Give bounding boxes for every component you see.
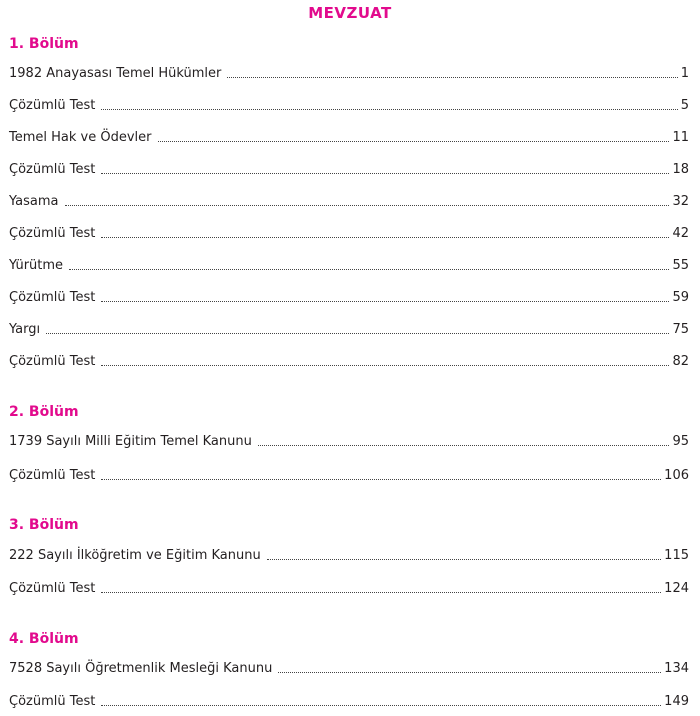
toc-entry-label: Çözümlü Test bbox=[9, 98, 96, 113]
toc-page-number: 42 bbox=[672, 226, 689, 241]
toc-entry-label: Yürütme bbox=[9, 258, 64, 273]
dot-leader bbox=[267, 559, 661, 560]
toc-entry-label: Çözümlü Test bbox=[9, 581, 96, 596]
dot-leader bbox=[101, 365, 669, 366]
toc-entry-label: 7528 Sayılı Öğretmenlik Mesleği Kanunu bbox=[9, 661, 273, 676]
dot-leader bbox=[101, 301, 669, 302]
toc-entry-label: Çözümlü Test bbox=[9, 162, 96, 177]
section-heading-2: 2. Bölüm bbox=[9, 404, 79, 420]
toc-entry[interactable] bbox=[9, 350, 689, 370]
dot-leader bbox=[69, 269, 669, 270]
section-heading-4: 4. Bölüm bbox=[9, 631, 79, 647]
dot-leader bbox=[101, 237, 669, 238]
toc-entry[interactable] bbox=[9, 318, 689, 338]
toc-page-number: 32 bbox=[672, 194, 689, 209]
dot-leader bbox=[158, 141, 670, 142]
toc-entry[interactable] bbox=[9, 190, 689, 210]
toc-entry[interactable] bbox=[9, 464, 689, 484]
toc-entry-label: Çözümlü Test bbox=[9, 354, 96, 369]
toc-entry-label: Çözümlü Test bbox=[9, 468, 96, 483]
toc-entry[interactable] bbox=[9, 430, 689, 450]
toc-page-number: 59 bbox=[672, 290, 689, 305]
toc-page-number: 95 bbox=[672, 434, 689, 449]
section-heading-1: 1. Bölüm bbox=[9, 36, 79, 52]
section-heading-3: 3. Bölüm bbox=[9, 517, 79, 533]
toc-entry[interactable] bbox=[9, 577, 689, 597]
toc-entry[interactable] bbox=[9, 690, 689, 710]
dot-leader bbox=[101, 173, 669, 174]
toc-entry[interactable] bbox=[9, 286, 689, 306]
toc-entry[interactable] bbox=[9, 94, 689, 114]
toc-entry[interactable] bbox=[9, 544, 689, 564]
dot-leader bbox=[101, 479, 661, 480]
dot-leader bbox=[227, 77, 677, 78]
toc-entry-label: 1982 Anayasası Temel Hükümler bbox=[9, 66, 222, 81]
toc-entry[interactable] bbox=[9, 158, 689, 178]
toc-page-number: 55 bbox=[672, 258, 689, 273]
toc-entry[interactable] bbox=[9, 126, 689, 146]
dot-leader bbox=[101, 592, 661, 593]
toc-entry-label: 222 Sayılı İlköğretim ve Eğitim Kanunu bbox=[9, 548, 261, 563]
toc-entry-label: Yasama bbox=[9, 194, 59, 209]
toc-entry-label: Çözümlü Test bbox=[9, 226, 96, 241]
dot-leader bbox=[65, 205, 670, 206]
toc-entry-label: Temel Hak ve Ödevler bbox=[9, 130, 152, 145]
toc-page-number: 82 bbox=[672, 354, 689, 369]
toc-page-number: 75 bbox=[672, 322, 689, 337]
toc-entry-label: Çözümlü Test bbox=[9, 694, 96, 709]
dot-leader bbox=[101, 109, 677, 110]
toc-page-number: 134 bbox=[664, 661, 689, 676]
toc-entry-label: 1739 Sayılı Milli Eğitim Temel Kanunu bbox=[9, 434, 252, 449]
toc-page-number: 11 bbox=[672, 130, 689, 145]
toc-page-number: 106 bbox=[664, 468, 689, 483]
dot-leader bbox=[258, 445, 670, 446]
dot-leader bbox=[278, 672, 661, 673]
toc-page-number: 5 bbox=[680, 98, 689, 113]
toc-entry-label: Çözümlü Test bbox=[9, 290, 96, 305]
toc-entry[interactable] bbox=[9, 222, 689, 242]
dot-leader bbox=[101, 705, 661, 706]
toc-entry-label: Yargı bbox=[9, 322, 41, 337]
toc-page-number: 1 bbox=[680, 66, 689, 81]
dot-leader bbox=[46, 333, 669, 334]
toc-entry[interactable] bbox=[9, 254, 689, 274]
toc-page-number: 18 bbox=[672, 162, 689, 177]
toc-page-number: 124 bbox=[664, 581, 689, 596]
toc-page-number: 149 bbox=[664, 694, 689, 709]
page-title: MEVZUAT bbox=[308, 4, 392, 22]
toc-entry[interactable] bbox=[9, 62, 689, 82]
toc-page-number: 115 bbox=[664, 548, 689, 563]
toc-entry[interactable] bbox=[9, 657, 689, 677]
